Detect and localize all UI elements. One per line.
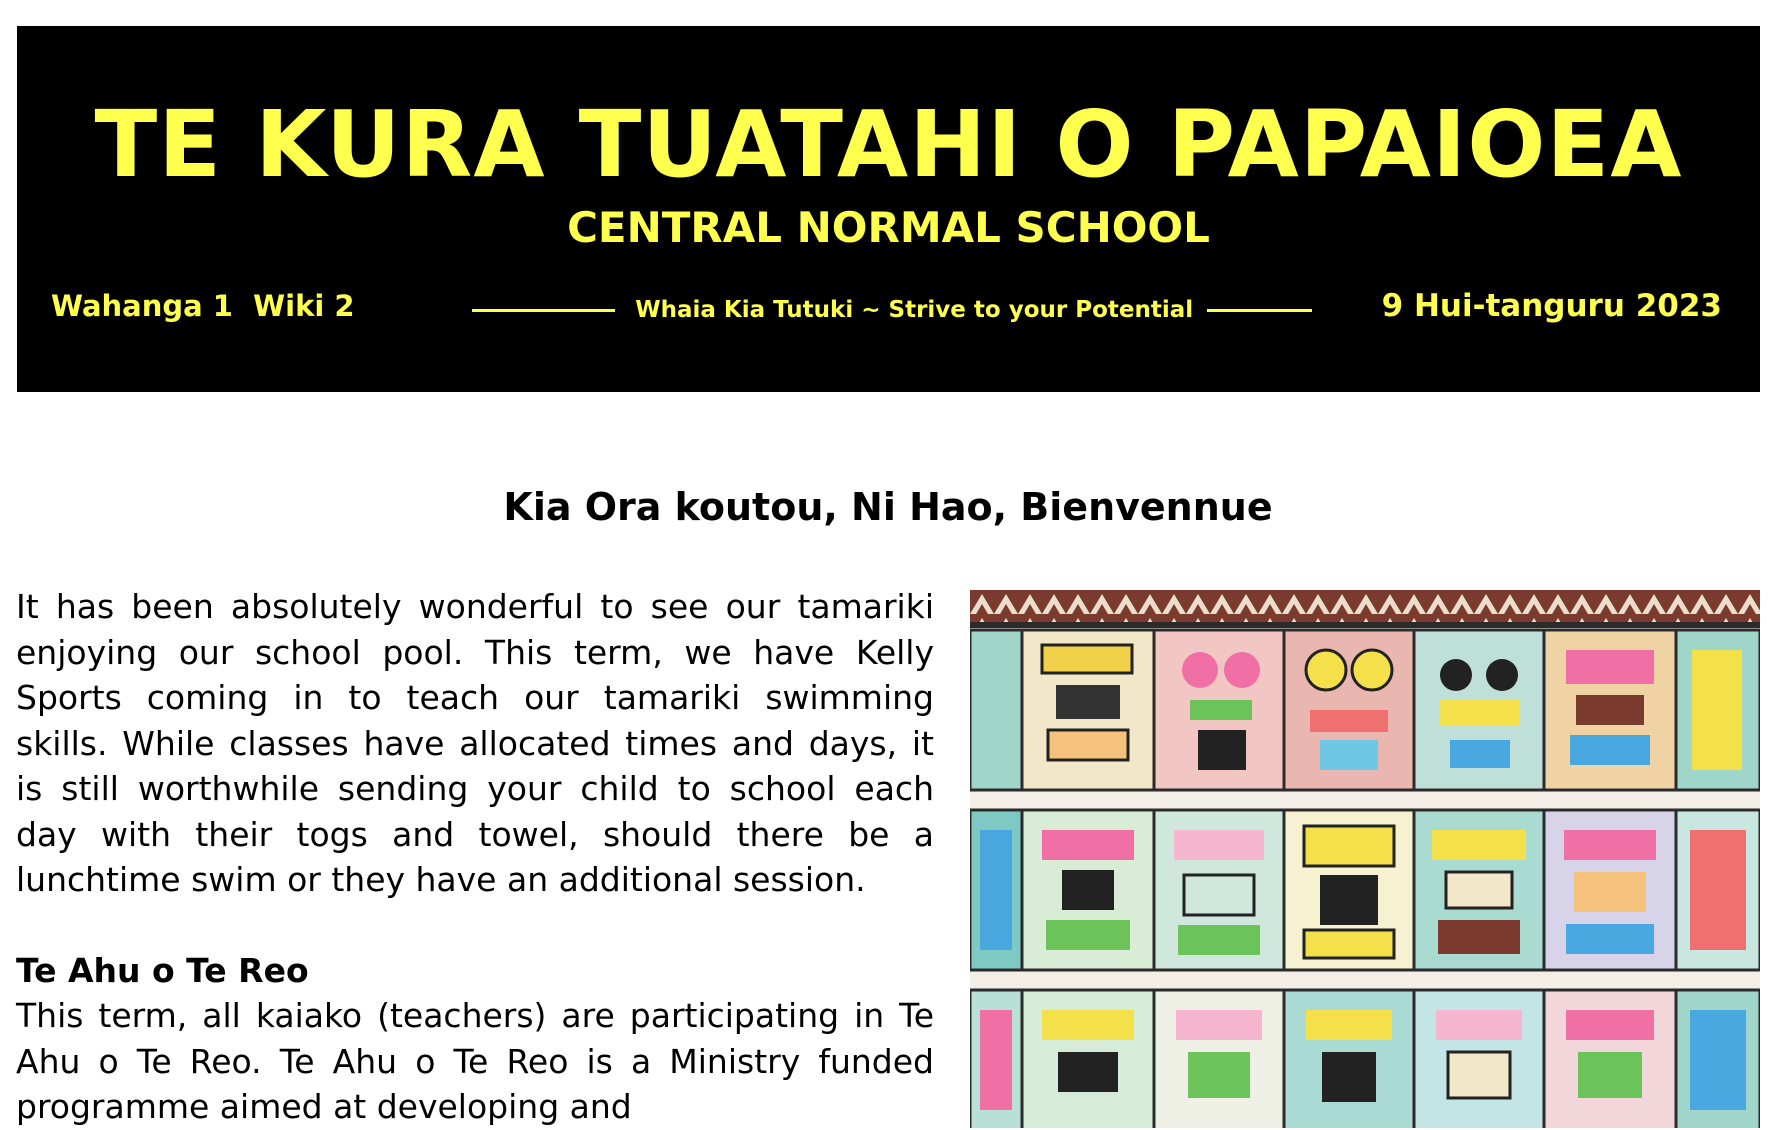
- issue-date: 9 Hui-tanguru 2023: [1381, 288, 1722, 324]
- greeting-heading: Kia Ora koutou, Ni Hao, Bienvennue: [503, 485, 1273, 529]
- section-heading: Te Ahu o Te Reo: [16, 950, 309, 990]
- section-paragraph: This term, all kaiako (teachers) are participating in Te Ahu o Te Reo. Te Ahu o Te Reo is a Ministry funded programme aimed at developing and: [16, 996, 934, 1126]
- school-motto: Whaia Kia Tutuki ~ Strive to your Potential: [635, 297, 1194, 323]
- kowhaiwhai-artwork-image: [970, 590, 1760, 1128]
- school-name: TE KURA TUATAHI O PAPAIOEA: [94, 91, 1683, 198]
- school-subtitle: CENTRAL NORMAL SCHOOL: [567, 203, 1210, 252]
- motto-rule-right: [1207, 309, 1312, 312]
- intro-paragraph: It has been absolutely wonderful to see our tamariki enjoying our school pool. This term, we have Kelly Sports coming in to teach our tamariki swimming skills. While classes have allocated times and days, it is still worthwhile sending your child to school each day with their togs and towel, should there be a lunchtime swim or they have an additional session.: [16, 587, 934, 899]
- article-column: [16, 584, 934, 1130]
- masthead-banner: [17, 26, 1760, 392]
- motto-row: [472, 292, 1312, 328]
- student-artwork-photo: [970, 590, 1760, 1128]
- motto-rule-left: [472, 309, 615, 312]
- term-week: Wahanga 1 Wiki 2: [51, 289, 355, 323]
